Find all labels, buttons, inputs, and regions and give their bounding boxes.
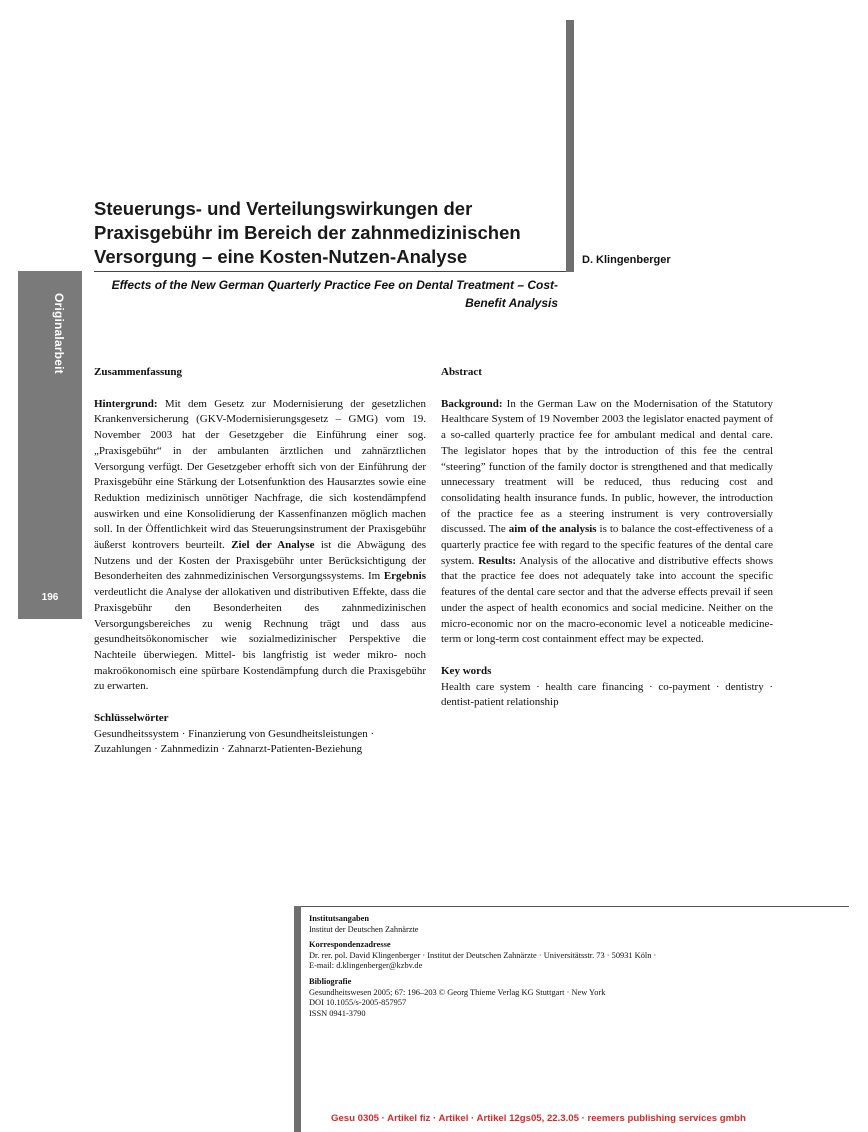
aim-label: aim of the analysis	[508, 523, 597, 536]
ziel-text: ist die Abwägung des Nutzens und der Kosten der Praxisgebühr unter Berücksichtigung der Besonderheiten des zahnmedizinischen Versorgungssystems. Im	[94, 539, 426, 583]
english-title	[100, 276, 558, 312]
institut-label: Institutsangaben	[309, 914, 370, 923]
hintergrund-label: Hintergrund:	[94, 397, 158, 410]
bibliografie-doi: DOI 10.1055/s-2005-857957	[309, 998, 407, 1008]
results-text: Analysis of the allocative and distributive effects shows that the practice fee does not adequately take into account the specific features of the dental care sector and that the adverse effects prevail if seen under the aspect of health economics and social medicine. Neither on the micro-economic nor on the macro-economic level a noticeable medicine-term or long-term cost containment effect may be expected.	[441, 554, 774, 646]
institut-text: Institut der Deutschen Zahnärzte	[309, 924, 419, 934]
ergebnis-label: Ergebnis	[383, 570, 426, 583]
article-info-box	[309, 914, 829, 1019]
keywords-heading: Key words	[441, 664, 492, 677]
results-label: Results:	[478, 554, 517, 567]
title-line: Praxisgebühr im Bereich der zahnmedizinischen	[94, 222, 521, 243]
production-footer: Gesu 0305 · Artikel fiz · Artikel · Artikel 12gs05, 22.3.05 · reemers publishing services gmbh	[331, 1113, 746, 1124]
ziel-label: Ziel der Analyse	[231, 539, 315, 552]
hintergrund-text: Mit dem Gesetz zur Modernisierung der gesetzlichen Krankenversicherung (GKV-Modernisierungsgesetz – GMG) vom 19. November 2003 hat der Gesetzgeber die Einführung einer sog. „Praxisgebühr“ in der ambulanten ärztlichen und zahnärztlichen Versorgung verfügt. Der Gesetzgeber erhofft sich von der Einführung der Praxisgebühr eine Stärkung der Lotsenfunktion des Hausarztes sowie eine Reduktion medizinisch unnötiger Nachfrage, die sich kostendämpfend auswirken und eine Konsolidierung der Kassenfinanzen möglich machen soll. In der Öffentlichkeit wird das Steuerungsinstrument der Praxisgebühr äußerst kontrovers beurteilt.	[94, 397, 426, 552]
author: D. Klingenberger	[582, 254, 671, 266]
schluesselwoerter-text: Gesundheitssystem · Finanzierung von Gesundheitsleistungen · Zuzahlungen · Zahnmedizin · Zahnarzt-Patienten-Beziehung	[94, 727, 375, 756]
abstract-heading: Abstract	[441, 366, 482, 378]
top-vertical-bar	[566, 20, 574, 272]
title-rule	[94, 271, 566, 272]
abstract-column	[441, 365, 773, 711]
korrespondenz-label: Korrespondenzadresse	[309, 940, 391, 950]
bibliografie-label: Bibliografie	[309, 976, 352, 986]
background-label: Background:	[441, 397, 503, 410]
ergebnis-text: verdeutlicht die Analyse der allokativen und distributiven Effekte, dass die Praxisgebühr den Besonderheiten des zahnmedizinischen Versorgungsbereiches zu wenig Rechnung trägt und dass aus gesundheitsökonomischer wie sozialmedizinischer Perspektive die Nachteile überwiegen. Mittel- bis langfristig ist weder mikro- noch makroökonomisch eine spürbare Kostendämpfung durch die Praxisgebühr zu erwarten.	[94, 586, 426, 693]
zusammenfassung-heading: Zusammenfassung	[94, 366, 183, 378]
bibliografie-issn: ISSN 0941-3790	[309, 1008, 366, 1018]
background-text: In the German Law on the Modernisation of the Statutory Healthcare System of 19 November 2003 the legislator enacted payment of a so-called quarterly practice fee for ambulant medical and dental care. The legislator hopes that by the introduction of this fee the central “steering” function of the family doctor is strengthened and that medically unnecessary treatment will be reduced, thus reducing cost and consolidating health insurance funds. In public, however, the introduction of the practice fee as a steering instrument is very controversially discussed. The	[441, 397, 773, 536]
zusammenfassung-column	[94, 365, 426, 758]
zusammenfassung-body	[94, 397, 426, 695]
subtitle-line: Effects of the New German Quarterly Practice Fee on Dental Treatment – Cost-	[111, 278, 558, 292]
info-vertical-bar	[294, 906, 301, 1132]
section-tab	[18, 271, 82, 619]
korrespondenz-email: E-mail: d.klingenberger@kzbv.de	[309, 961, 423, 971]
title-line: Versorgung – eine Kosten-Nutzen-Analyse	[94, 246, 468, 267]
keywords-text: Health care system · health care financing · co-payment · dentistry · dentist-patient relationship	[441, 680, 773, 709]
abstract-body	[441, 397, 773, 648]
section-tab-label: Originalarbeit	[52, 293, 66, 374]
title-line: Steuerungs- und Verteilungswirkungen der	[94, 198, 473, 219]
subtitle-line: Benefit Analysis	[465, 296, 558, 310]
page-number: 196	[41, 592, 59, 603]
info-rule	[301, 906, 849, 907]
korrespondenz-address: Dr. rer. pol. David Klingenberger · Institut der Deutschen Zahnärzte · Universitätsstr. 73 · 50931 Köln ·	[309, 950, 657, 960]
article-title	[94, 197, 564, 269]
bibliografie-citation: Gesundheitswesen 2005; 67: 196–203 © Georg Thieme Verlag KG Stuttgart · New York	[309, 987, 606, 997]
schluesselwoerter-heading: Schlüsselwörter	[94, 712, 169, 725]
aim-text: is to balance the cost-effectiveness of a quarterly practice fee with regard to the specific features of the dental care system.	[441, 523, 773, 567]
